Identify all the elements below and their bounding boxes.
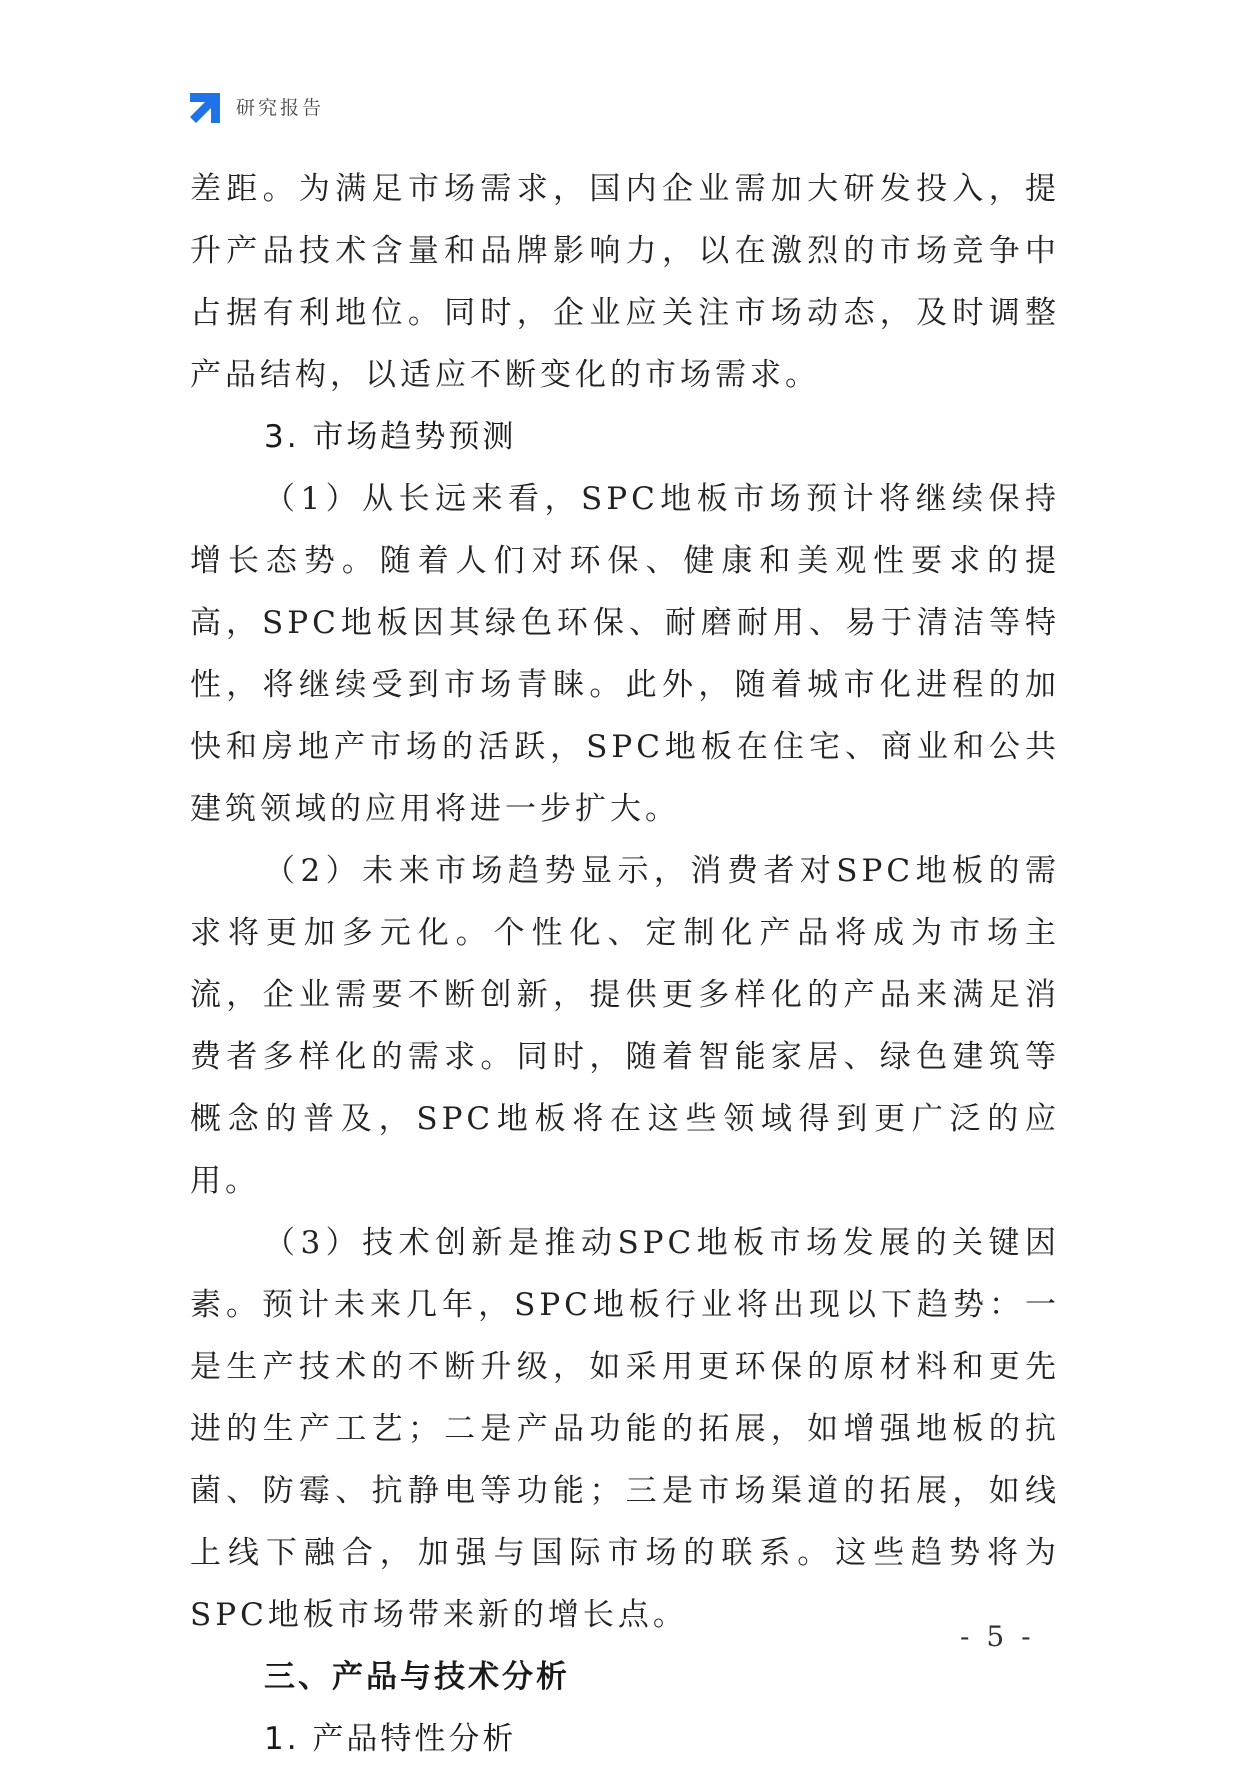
page-number: - 5 -	[960, 1620, 1035, 1653]
paragraph-trend-3: （3）技术创新是推动SPC地板市场发展的关键因素。预计未来几年，SPC地板行业将出现以下趋势：一是生产技术的不断升级，如采用更环保的原材料和更先进的生产工艺；二是产品功能的拓展，如增强地板的抗菌、防霉、抗静电等功能；三是市场渠道的拓展，如线上线下融合，加强与国际市场的联系。这些趋势将为SPC地板市场带来新的增长点。	[190, 1225, 1060, 1633]
document-body	[190, 158, 1060, 1770]
report-header	[190, 88, 324, 124]
section-heading-product-features: 1. 产品特性分析	[264, 1721, 517, 1757]
section-heading-market-trend: 3. 市场趋势预测	[264, 419, 517, 455]
logo-icon	[190, 89, 224, 123]
header-title: 研究报告	[236, 96, 325, 119]
chapter-heading-product-tech: 三、产品与技术分析	[264, 1659, 570, 1695]
paragraph-trend-1: （1）从长远来看，SPC地板市场预计将继续保持增长态势。随着人们对环保、健康和美观性要求的提高，SPC地板因其绿色环保、耐磨耐用、易于清洁等特性，将继续受到市场青睐。此外，随着城市化进程的加快和房地产市场的活跃，SPC地板在住宅、商业和公共建筑领域的应用将进一步扩大。	[190, 481, 1060, 827]
paragraph-market-gap: 差距。为满足市场需求，国内企业需加大研发投入，提升产品技术含量和品牌影响力，以在激烈的市场竞争中占据有利地位。同时，企业应关注市场动态，及时调整产品结构，以适应不断变化的市场需求。	[190, 171, 1060, 393]
paragraph-trend-2: （2）未来市场趋势显示，消费者对SPC地板的需求将更加多元化。个性化、定制化产品将成为市场主流，企业需要不断创新，提供更多样化的产品来满足消费者多样化的需求。同时，随着智能家居、绿色建筑等概念的普及，SPC地板将在这些领域得到更广泛的应用。	[190, 853, 1060, 1199]
